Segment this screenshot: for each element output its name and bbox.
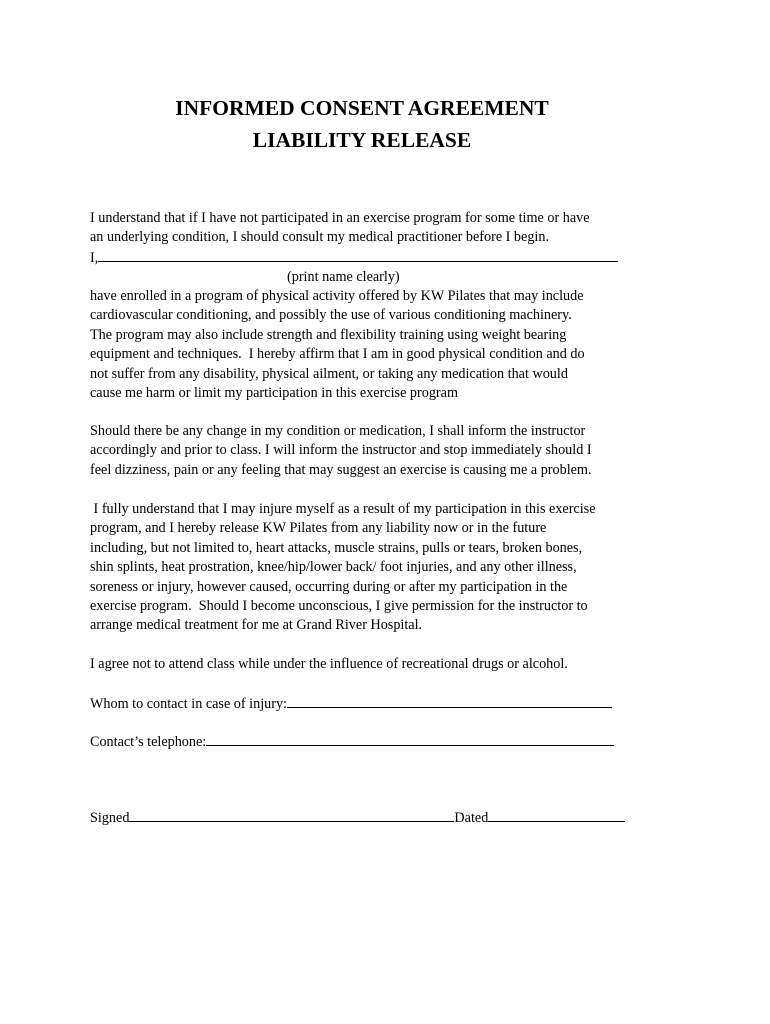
emergency-contact-label: Whom to contact in case of injury: [90,696,287,712]
paragraph-line: I agree not to attend class while under the influence of recreational drugs or alcohol. [90,656,568,672]
form-title: INFORMED CONSENT AGREEMENT [175,96,549,120]
liability-release-paragraph [90,500,650,636]
intro-line: an underlying condition, I should consult my medical practitioner before I begin. [90,229,550,246]
paragraph-line: including, but not limited to, heart attacks, muscle strains, pulls or tears, broken bones, [90,539,583,556]
emergency-contact-field[interactable] [287,694,612,708]
name-field[interactable] [98,248,618,262]
name-caption: (print name clearly) [287,269,400,286]
paragraph-line: shin splints, heat prostration, knee/hip/lower back/ foot injuries, and any other illness, [90,559,577,576]
signature-row [90,808,625,828]
paragraph-line: program, and I hereby release KW Pilates from any liability now or in the future [90,520,547,537]
telephone-row [90,732,614,752]
signature-field[interactable] [129,808,454,822]
dated-label: Dated [454,810,489,826]
paragraph-line: I fully understand that I may injure myself as a result of my participation in this exercise [90,501,596,517]
intro-line: I understand that if I have not participated in an exercise program for some time or have [90,210,590,226]
substance-paragraph [90,655,650,674]
telephone-label: Contact’s telephone: [90,734,207,750]
paragraph-line: arrange medical treatment for me at Grand River Hospital. [90,617,423,634]
name-line [90,248,650,268]
telephone-field[interactable] [206,732,614,746]
paragraph-line: not suffer from any disability, physical ailment, or taking any medication that would [90,365,568,382]
paragraph-line: The program may also include strength and flexibility training using weight bearing [90,326,567,343]
name-prefix: I, [90,249,99,266]
paragraph-line: accordingly and prior to class. I will inform the instructor and stop immediately should I [90,442,592,459]
paragraph-line: cardiovascular conditioning, and possibly the use of various conditioning machinery. [90,307,572,324]
paragraph-line: cause me harm or limit my participation in this exercise program [90,385,458,402]
signed-label: Signed [90,810,130,826]
form-subtitle: LIABILITY RELEASE [252,128,472,152]
paragraph-line: equipment and techniques. I hereby affirm that I am in good physical condition and do [90,346,585,363]
paragraph-line: feel dizziness, pain or any feeling that may suggest an exercise is causing me a problem. [90,461,592,478]
date-field[interactable] [488,808,625,822]
paragraph-line: soreness or injury, however caused, occurring during or after my participation in the [90,578,568,595]
enrollment-paragraph [90,287,650,403]
emergency-contact-row [90,694,612,714]
condition-change-paragraph [90,422,650,480]
paragraph-line: Should there be any change in my condition or medication, I shall inform the instructor [90,423,586,439]
paragraph-line: exercise program. Should I become unconscious, I give permission for the instructor to [90,598,588,615]
paragraph-line: have enrolled in a program of physical activity offered by KW Pilates that may include [90,288,584,304]
intro-paragraph [90,209,650,288]
